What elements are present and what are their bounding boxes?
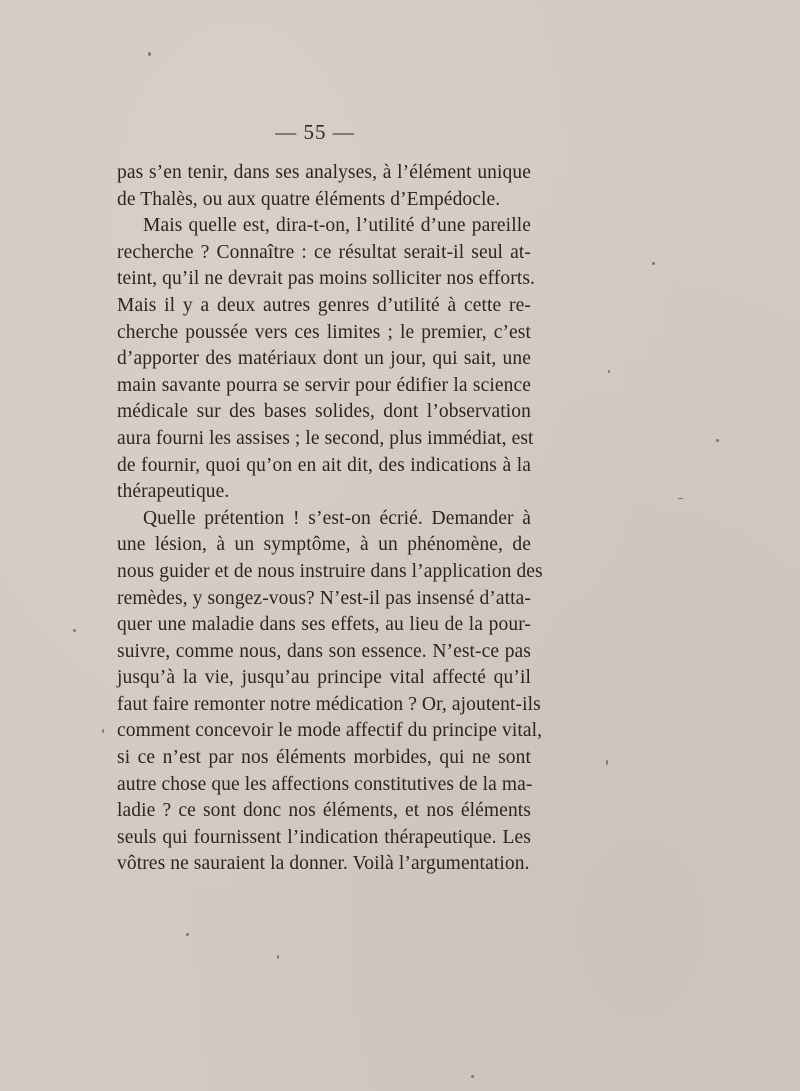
paragraph-start-line: Mais quelle est, dira-t-on, l’utilité d’une pareille bbox=[143, 215, 531, 237]
paper-speck bbox=[148, 52, 151, 56]
text-line: cherche poussée vers ces limites ; le premier, c’est bbox=[117, 321, 531, 343]
body-text bbox=[117, 160, 543, 878]
paper-speck bbox=[277, 955, 279, 959]
text-line: pas s’en tenir, dans ses analyses, à l’élément unique bbox=[117, 162, 531, 183]
paper-speck bbox=[608, 370, 610, 373]
text-line: autre chose que les affections constitutives de la ma- bbox=[117, 773, 533, 795]
text-line: jusqu’à la vie, jusqu’au principe vital affecté qu’il bbox=[117, 667, 531, 689]
text-line: main savante pourra se servir pour édifier la science bbox=[117, 374, 531, 396]
page-number: — 55 — bbox=[275, 120, 355, 144]
paper-speck bbox=[652, 262, 655, 265]
text-line: ladie ? ce sont donc nos éléments, et nos éléments bbox=[117, 800, 531, 822]
text-line: d’apporter des matériaux dont un jour, qui sait, une bbox=[117, 348, 531, 370]
text-line: suivre, comme nous, dans son essence. N’est-ce pas bbox=[117, 640, 531, 662]
text-line: faut faire remonter notre médication ? Or, ajoutent-ils bbox=[117, 693, 541, 715]
text-line: de fournir, quoi qu’on en ait dit, des indications à la bbox=[117, 454, 531, 476]
paper-speck bbox=[678, 498, 683, 499]
paper-speck bbox=[716, 439, 719, 442]
text-line: quer une maladie dans ses effets, au lieu de la pour- bbox=[117, 614, 531, 636]
text-line: comment concevoir le mode affectif du principe vital, bbox=[117, 720, 543, 742]
text-line: une lésion, à un symptôme, à un phénomène, de bbox=[117, 534, 531, 556]
text-line: recherche ? Connaître : ce résultat serait-il seul at- bbox=[117, 241, 531, 263]
paper-speck bbox=[102, 729, 104, 733]
text-line: médicale sur des bases solides, dont l’observation bbox=[117, 401, 531, 423]
text-line: si ce n’est par nos éléments morbides, qui ne sont bbox=[117, 747, 531, 769]
text-line: Mais il y a deux autres genres d’utilité à cette re- bbox=[117, 294, 531, 316]
text-line: thérapeutique. bbox=[117, 481, 230, 503]
text-line: vôtres ne sauraient la donner. Voilà l’argumentation. bbox=[117, 853, 530, 875]
paper-speck bbox=[606, 760, 608, 765]
paper-speck bbox=[471, 1075, 474, 1078]
text-line: seuls qui fournissent l’indication thérapeutique. Les bbox=[117, 826, 531, 848]
text-line: nous guider et de nous instruire dans l’application des bbox=[117, 560, 543, 582]
text-line: de Thalès, ou aux quatre éléments d’Empédocle. bbox=[117, 188, 501, 210]
paragraph-start-line: Quelle prétention ! s’est-on écrié. Demander à bbox=[143, 507, 531, 529]
paper-speck bbox=[73, 629, 76, 632]
text-line: aura fourni les assises ; le second, plus immédiat, est bbox=[117, 427, 534, 449]
text-line: teint, qu’il ne devrait pas moins solliciter nos efforts. bbox=[117, 268, 536, 290]
paper-speck bbox=[186, 933, 189, 936]
text-line: remèdes, y songez-vous? N’est-il pas insensé d’atta- bbox=[117, 587, 532, 609]
